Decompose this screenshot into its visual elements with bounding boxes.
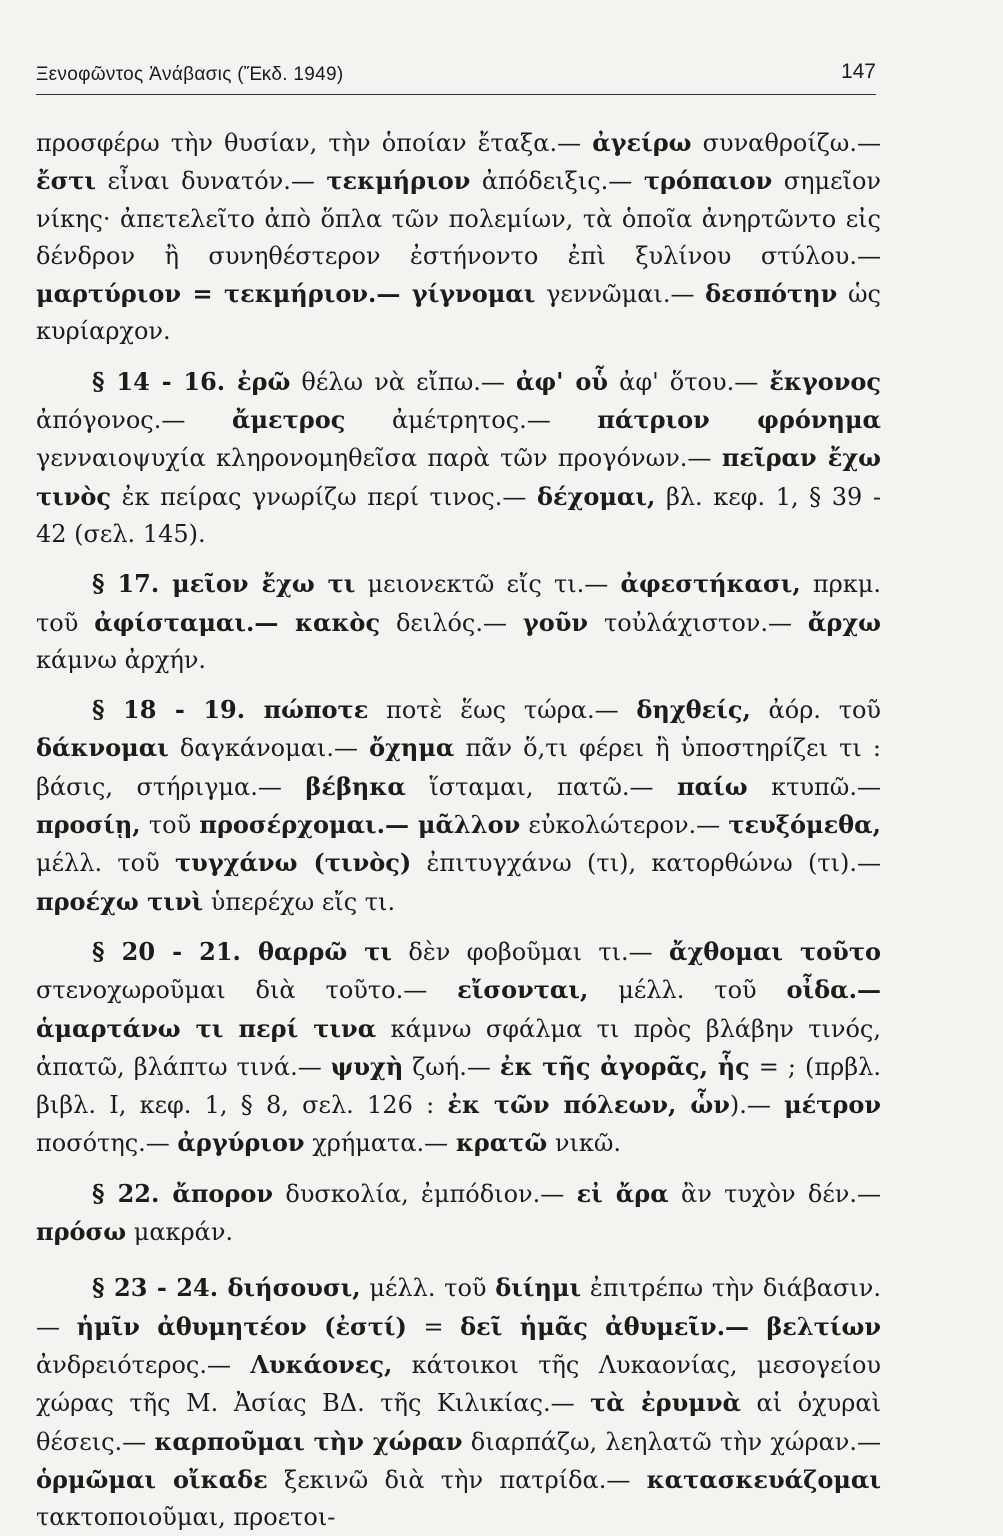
gloss-text: ὑπερέχω εἴς τι. xyxy=(203,887,396,916)
gloss-text: μέλλ. τοῦ xyxy=(360,1274,496,1303)
headword: δηχθείς, xyxy=(636,695,751,725)
headword: προέχω τινὶ xyxy=(36,886,204,916)
headword: εἴσονται, xyxy=(457,975,589,1005)
gloss-text: ξεκινῶ διὰ τὴν πατρίδα.— xyxy=(267,1465,647,1494)
gloss-text: ὡς κυρίαρχον. xyxy=(36,280,881,346)
gloss-text: τοὐλάχιστον.— xyxy=(588,608,808,637)
headword: βέβηκα xyxy=(305,771,406,801)
headword: ἀφίσταμαι.— κακὸς xyxy=(94,607,381,637)
gloss-text: μέλλ. τοῦ xyxy=(36,849,176,878)
running-title: Ξενοφῶντος Ἀνάβασις (Ἔκδ. 1949) xyxy=(36,64,344,85)
headword: δεῖ ἡμᾶς ἀθυμεῖν.— βελτίων xyxy=(460,1311,881,1341)
headword: κρατῶ xyxy=(455,1128,548,1158)
headword: δέχομαι, xyxy=(536,481,656,511)
gloss-text: νικῶ. xyxy=(547,1129,622,1158)
headword: τὰ ἐρυμνὰ xyxy=(590,1388,741,1418)
gloss-text: εἶναι δυνατόν.— xyxy=(96,167,327,196)
headword: § 23 - 24. διήσουσι, xyxy=(92,1273,361,1303)
gloss-text: εὐκολώτερον.— xyxy=(520,811,729,840)
page-number: 147 xyxy=(840,60,876,83)
gloss-text: ).— xyxy=(729,1091,785,1120)
headword: § 17. μεῖον ἔχω τι xyxy=(92,569,356,599)
glossary-paragraph xyxy=(36,1269,881,1536)
gloss-text: πρκμ. τοῦ xyxy=(36,570,881,637)
headword: ἀργύριον xyxy=(177,1128,305,1158)
gloss-text: στενοχωροῦμαι διὰ τοῦτο.— xyxy=(36,976,458,1005)
gloss-text: συναθροίζω.— xyxy=(691,129,881,157)
headword: ἔστι xyxy=(36,166,97,196)
gloss-text: κάμνω ἀρχήν. xyxy=(36,645,207,674)
gloss-text: βλ. κεφ. 1, § 39 - 42 (σελ. 145). xyxy=(36,482,882,548)
gloss-text: ἐπιτυγχάνω (τι), κατορθώνω (τι).— xyxy=(411,849,881,878)
gloss-text: ἐκ πείρας γνωρίζω περί τινος.— xyxy=(111,482,537,511)
glossary-paragraph xyxy=(36,565,881,679)
headword: καρποῦμαι τὴν χώραν xyxy=(154,1426,463,1456)
headword: ὁρμῶμαι οἴκαδε xyxy=(36,1464,268,1494)
headword: πρόσω xyxy=(36,1217,127,1247)
headword: ἡμῖν ἀθυμητέον (ἐστί) xyxy=(76,1311,407,1341)
glossary-paragraph xyxy=(36,124,881,351)
gloss-text: ποσότης.— xyxy=(36,1129,178,1158)
headword: ἐκ τῆς ἀγορᾶς, ἧς xyxy=(499,1051,750,1081)
gloss-text: ἵσταμαι, πατῶ.— xyxy=(405,772,678,801)
headword: τευξόμεθα, xyxy=(728,810,881,840)
glossary-paragraph xyxy=(36,363,881,553)
gloss-text: κάμνω σφάλμα τι πρὸς βλάβην τινός, ἀπατῶ, βλάπτω τινά.— xyxy=(36,1014,881,1081)
gloss-text: ἀμέτρητος.— xyxy=(345,406,598,435)
headword: προσίῃ, xyxy=(36,810,141,840)
gloss-text: μέλλ. τοῦ xyxy=(588,976,787,1005)
gloss-text: = xyxy=(406,1312,461,1341)
gloss-text: ἀπόγονος.— xyxy=(36,406,232,435)
headword: ἀφ' οὗ xyxy=(516,366,609,396)
headword: τυγχάνω (τινὸς) xyxy=(175,848,412,878)
headword: μέτρον xyxy=(784,1090,882,1120)
gloss-text: αἱ ὀχυραὶ θέσεις.— xyxy=(36,1389,881,1456)
headword: οἶδα.— ἁμαρτάνω τι περί τινα xyxy=(36,975,881,1043)
gloss-text: δὲν φοβοῦμαι τι.— xyxy=(392,937,670,966)
headword: ἀγείρω xyxy=(592,128,692,157)
headword: ἄχθομαι τοῦτο xyxy=(669,936,881,966)
gloss-text: κτυπῶ.— xyxy=(747,772,882,801)
headword: παίω xyxy=(677,771,748,801)
gloss-text: τακτοποιοῦμαι, προετοι- xyxy=(36,1503,336,1532)
gloss-text: δυσκολία, ἐμπόδιον.— xyxy=(273,1179,577,1208)
gloss-text: ἂν τυχὸν δέν.— xyxy=(668,1179,882,1208)
gloss-text: προσφέρω τὴν θυσίαν, τὴν ὁποίαν ἔταξα.— xyxy=(36,129,593,157)
gloss-text: σημεῖον νίκης· ἀπετελεῖτο ἀπὸ ὅπλα τῶν πολεμίων, τὰ ὁποῖα ἀνηρτῶντο εἰς δένδρον ἢ συνηθέστερον ἐστήνοντο ἐπὶ ξυλίνου στύλου.— xyxy=(36,167,881,270)
page-header xyxy=(36,58,876,95)
headword: ἄρχω xyxy=(807,607,881,637)
headword: πεῖραν ἔχω τινὸς xyxy=(36,443,882,511)
headword: ἀφεστήκασι, xyxy=(620,569,801,599)
headword: γοῦν xyxy=(522,607,589,637)
headword: δάκνομαι xyxy=(36,733,169,763)
headword: κατασκευάζομαι xyxy=(646,1464,881,1494)
headword: τρόπαιον xyxy=(643,166,773,196)
headword: § 20 - 21. θαρρῶ τι xyxy=(92,936,393,966)
headword: ἄμετρος xyxy=(231,405,346,435)
gloss-text: θέλω νὰ εἴπω.— xyxy=(290,367,516,396)
glossary-paragraph xyxy=(36,1175,881,1252)
gloss-text: μακράν. xyxy=(126,1218,234,1247)
gloss-text: ζωή.— xyxy=(403,1052,500,1081)
gloss-text: ἀπόδειξις.— xyxy=(470,167,644,196)
gloss-text: τοῦ xyxy=(140,811,200,840)
headword: ψυχὴ xyxy=(330,1051,404,1081)
headword: εἰ ἄρα xyxy=(576,1178,669,1208)
headword: δεσπότην xyxy=(705,279,838,309)
headword: τεκμήριον xyxy=(326,166,471,196)
headword: ὄχημα xyxy=(369,733,455,763)
glossary-text xyxy=(36,124,881,1536)
headword: ἔκγονος xyxy=(769,366,882,396)
headword: § 14 - 16. ἐρῶ xyxy=(92,366,291,396)
gloss-text: διαρπάζω, λεηλατῶ τὴν χώραν.— xyxy=(462,1427,881,1456)
headword: πάτριον φρόνημα xyxy=(597,405,882,435)
gloss-text: γενναιοψυχία κληρονομηθεῖσα παρὰ τῶν προγόνων.— xyxy=(36,444,722,473)
headword: μαρτύριον = τεκμήριον.— γίγνομαι xyxy=(36,279,536,309)
headword: προσέρχομαι.— μᾶλλον xyxy=(199,810,521,840)
glossary-paragraph xyxy=(36,691,881,921)
gloss-text: ἀφ' ὅτου.— xyxy=(608,367,770,396)
gloss-text: δειλός.— xyxy=(380,608,523,637)
gloss-text: ἀόρ. τοῦ xyxy=(750,696,882,725)
headword: ἐκ τῶν πόλεων, ὧν xyxy=(447,1090,730,1120)
gloss-text: ποτὲ ἕως τώρα.— xyxy=(368,696,637,725)
headword: διίημι xyxy=(495,1273,582,1303)
gloss-text: ἀνδρειότερος.— xyxy=(36,1350,251,1379)
headword: § 22. ἄπορον xyxy=(92,1178,274,1208)
headword: § 18 - 19. πώποτε xyxy=(92,695,369,725)
gloss-text: κάτοικοι τῆς Λυκαονίας, μεσογείου χώρας τῆς Μ. Ἀσίας ΒΔ. τῆς Κιλικίας.— xyxy=(36,1350,881,1418)
gloss-text: πᾶν ὅ,τι φέρει ἢ ὑποστηρίζει τι : βάσις, στήριγμα.— xyxy=(36,734,881,801)
headword: Λυκάονες, xyxy=(250,1349,393,1379)
gloss-text: ἐπιτρέπω τὴν διάβασιν.— xyxy=(36,1274,881,1341)
gloss-text: δαγκάνομαι.— xyxy=(168,734,370,763)
gloss-text: χρήματα.— xyxy=(304,1129,456,1158)
glossary-paragraph xyxy=(36,933,881,1163)
gloss-text: μειονεκτῶ εἴς τι.— xyxy=(355,570,621,599)
gloss-text: γεννῶμαι.— xyxy=(535,280,706,309)
gloss-text: = ; (πρβλ. βιβλ. Ι, κεφ. 1, § 8, σελ. 126 : xyxy=(36,1052,882,1120)
